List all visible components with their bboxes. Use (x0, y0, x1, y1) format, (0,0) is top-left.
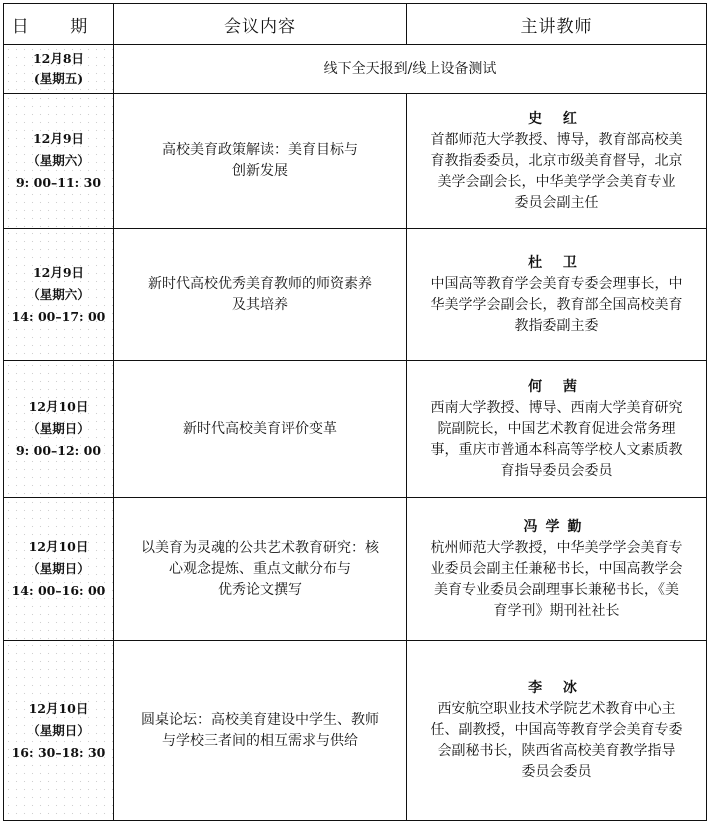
date-cell (4, 498, 114, 641)
weekday-text: （星期六） (27, 153, 90, 168)
teacher-name: 史 红 (528, 110, 585, 127)
content-line: 创新发展 (232, 163, 288, 179)
teacher-bio-line: 华美学学会副会长，教育部全国高校美育 (430, 296, 683, 313)
teacher-name: 何 茜 (528, 378, 585, 395)
content-line: 及其培养 (232, 296, 288, 313)
header-date: 日 期 (4, 4, 114, 45)
teacher-bio-line: 委员会副主任 (514, 194, 599, 211)
teacher-bio-line: 育指导委员会委员 (500, 462, 613, 479)
date-text: 12月8日 (32, 51, 85, 66)
content-line: 优秀论文撰写 (218, 581, 302, 598)
content-cell (114, 45, 707, 94)
weekday-text: （星期日） (27, 722, 90, 738)
time-text: 9: 00–11: 30 (15, 175, 102, 190)
teacher-bio-line: 育学刊》期刊社社长 (493, 602, 620, 619)
teacher-bio-line: 西安航空职业技术学院艺术教育中心主 (437, 701, 676, 717)
content-line: 以美育为灵魂的公共艺术教育研究：核 (141, 539, 379, 556)
content-line: 高校美育政策解读：美育目标与 (162, 142, 358, 158)
weekday-text: (星期五) (33, 71, 84, 86)
conference-schedule-table (3, 3, 707, 821)
date-cell (4, 45, 114, 94)
teacher-bio-line: 美育专业委员会副理事长兼秘书长，《美 (434, 581, 679, 598)
content-cell (114, 229, 407, 361)
schedule-row (4, 45, 707, 94)
date-text: 12月9日 (32, 131, 85, 146)
date-text: 12月10日 (28, 539, 89, 554)
teacher-cell (407, 94, 707, 229)
weekday-text: （星期日） (27, 561, 90, 576)
content-cell (114, 94, 407, 229)
header-content: 会议内容 (114, 4, 407, 45)
teacher-bio-line: 教指委副主委 (514, 317, 599, 334)
teacher-bio-line: 美学会副会长，中华美学学会美育专业 (437, 173, 676, 190)
date-cell (4, 361, 114, 498)
time-text: 14: 00–16: 00 (11, 583, 106, 598)
date-text: 12月10日 (28, 700, 89, 716)
date-cell (4, 229, 114, 361)
content-line: 与学校三者间的相互需求与供给 (162, 732, 358, 749)
time-text: 9: 00–12: 00 (15, 443, 102, 458)
teacher-bio-line: 任、副教授，中国高等教育学会美育专委 (430, 722, 683, 738)
teacher-bio-line: 事，重庆市普通本科高等学校人文素质教 (430, 441, 683, 458)
teacher-cell (407, 229, 707, 361)
time-text: 16: 30–18: 30 (11, 744, 106, 760)
content-line: 新时代高校优秀美育教师的师资素养 (148, 275, 372, 292)
header-row (4, 4, 707, 45)
content-cell (114, 641, 407, 821)
date-cell (4, 641, 114, 821)
teacher-bio-line: 中国高等教育学会美育专委会理事长，中 (430, 275, 683, 292)
weekday-text: （星期日） (27, 421, 90, 436)
teacher-bio-line: 西南大学教授、博导、西南大学美育研究 (430, 399, 683, 416)
content-line: 新时代高校美育评价变革 (183, 420, 337, 437)
teacher-bio-line: 杭州师范大学教授，中华美学学会美育专 (430, 539, 683, 556)
teacher-cell (407, 361, 707, 498)
teacher-bio-line: 业委员会副主任兼秘书长，中国高教学会 (430, 560, 683, 577)
date-cell (4, 94, 114, 229)
content-cell (114, 361, 407, 498)
content-line: 心观念提炼、重点文献分布与 (169, 560, 351, 577)
teacher-bio-line: 院副院长，中国艺术教育促进会常务理 (437, 420, 676, 437)
teacher-bio-line: 委员会委员 (521, 764, 592, 780)
schedule-row (4, 94, 707, 229)
teacher-cell (407, 641, 707, 821)
date-text: 12月10日 (28, 399, 89, 414)
teacher-cell (407, 498, 707, 641)
content-cell (114, 498, 407, 641)
teacher-name: 杜 卫 (528, 254, 585, 271)
teacher-bio-line: 首都师范大学教授、博导，教育部高校美 (430, 131, 683, 148)
content-line: 线下全天报到/线上设备测试 (323, 60, 497, 77)
schedule-row (4, 361, 707, 498)
teacher-name: 冯学勤 (523, 518, 590, 535)
schedule-row (4, 229, 707, 361)
teacher-bio-line: 会副秘书长，陕西省高校美育教学指导 (437, 743, 676, 759)
date-text: 12月9日 (32, 264, 85, 280)
teacher-bio-line: 育教指委委员，北京市级美育督导，北京 (430, 152, 683, 169)
schedule-row (4, 641, 707, 821)
teacher-name: 李 冰 (528, 680, 585, 696)
schedule-row (4, 498, 707, 641)
weekday-text: （星期六） (27, 286, 90, 302)
header-teacher: 主讲教师 (407, 4, 707, 45)
time-text: 14: 00–17: 00 (11, 308, 106, 324)
content-line: 圆桌论坛：高校美育建设中学生、教师 (141, 711, 379, 728)
